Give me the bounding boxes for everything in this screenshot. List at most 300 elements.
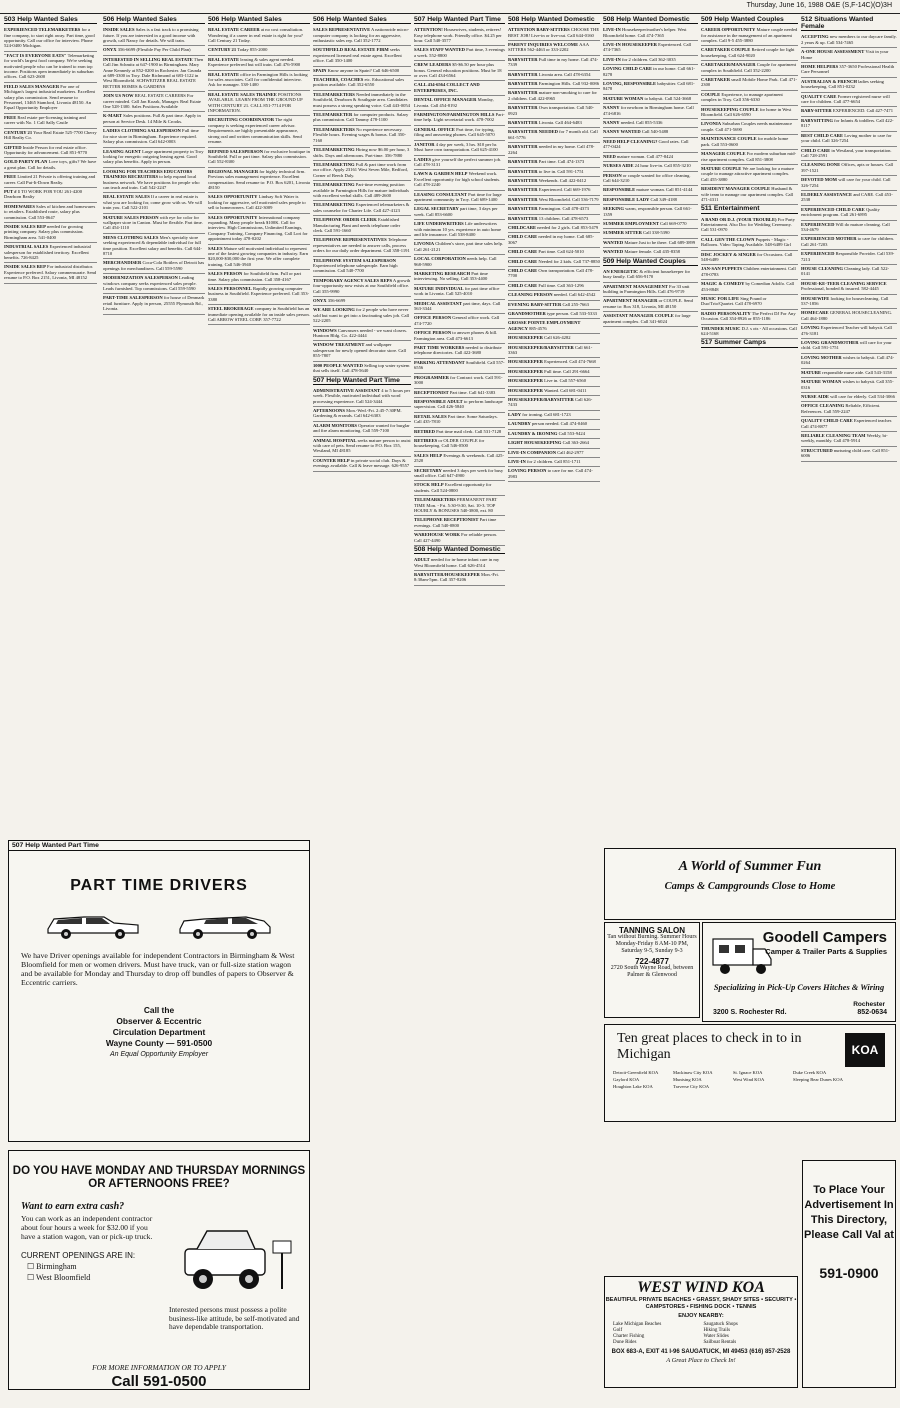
koa-site: Mackinaw City KOA	[673, 1070, 713, 1075]
classified-ad	[414, 240, 505, 255]
koa-sites-list	[611, 1069, 851, 1091]
ad-text: to help expand local business network. We have positions for people who can teach and train. Call 542-2247	[103, 174, 200, 190]
classified-ad	[313, 181, 411, 201]
ad-text: Farmington. Call 478-4373	[538, 206, 589, 212]
ad-lead: LIVE-IN	[603, 56, 621, 62]
classified-ad	[701, 76, 798, 91]
ad-text: seeks experienced licensed real estate agent. Excellent office. Call 350-1400	[313, 47, 402, 64]
classified-ad	[508, 430, 600, 439]
ad-lead: GROSSE POINTE EMPLOYMENT AGENCY	[508, 320, 581, 331]
ad-lead: QUALITY CHILD CARE	[801, 418, 853, 424]
ad-text: Telephone representatives are needed to answer calls, process orders for our daily order department. Call 358-1191	[313, 237, 410, 254]
ad-lead: FREE	[4, 114, 17, 120]
ad-lead: MATURE WOMAN	[603, 95, 644, 101]
ad-text: type person. Call 533-5333	[546, 311, 597, 317]
ad-lead: HOUSEWIFE	[801, 295, 830, 301]
classified-ad	[508, 358, 600, 367]
classified-ad	[801, 402, 897, 417]
classified-ad	[508, 143, 600, 158]
classified-ad	[508, 233, 600, 248]
ad-text: part time, days. Call 563-3344	[414, 300, 501, 312]
koa-site: Sleeping Bear Dunes KOA	[793, 1077, 843, 1083]
ad-lead: A-ONE HOUSE ASSESSMENT	[801, 49, 865, 55]
classified-ad	[4, 263, 97, 283]
ad-text: will care for your child. Call 591-1751	[801, 340, 892, 351]
classified-ad	[508, 344, 600, 359]
classified-ad	[208, 56, 310, 71]
section-header: 508 Help Wanted Domestic	[414, 546, 505, 554]
ad-text: Love toys, gifts? We have a great plan. Call for details.	[4, 159, 97, 170]
classified-ad	[801, 447, 897, 462]
ad-lead: MAINTENANCE COUPLE	[701, 136, 757, 142]
classified-ad	[414, 314, 505, 329]
classified-ad	[508, 71, 600, 80]
section-header: 507 Help Wanted Part Time	[414, 16, 505, 24]
ad-lead: INTERESTED IN SELLING REAL ESTATE	[103, 56, 193, 62]
ad-text: General office work. Call 474-7720	[414, 315, 500, 326]
classified-ad	[208, 270, 310, 285]
classified-ad	[603, 119, 698, 128]
classified-ad	[801, 191, 897, 206]
ad-text: Established Manufacturing Plant and needs telephone order clerk. Call 591-1660	[313, 217, 401, 233]
ad-text: for newborn in Birmingham home. Call 474-6816	[603, 105, 694, 116]
section-header: 512 Situations Wanted Female	[801, 16, 897, 31]
ad-lead: RELIABLE CLEANING TEAM	[801, 432, 866, 438]
ad-lead: DISC JOCKEY & SINGER	[701, 251, 756, 257]
classified-ad	[103, 26, 205, 46]
ad-text: Coca-Cola Bottlers of Detroit has openings for merchandisers. Call 559-5590	[103, 260, 205, 271]
classified-ad	[603, 186, 698, 195]
ad-lead: LIVE-IN COMPANION	[508, 449, 557, 455]
monthu-openings-label: CURRENT OPENINGS ARE IN:	[21, 1251, 136, 1260]
ad-lead: PARENT INQUIRIES WELCOME	[508, 42, 579, 48]
ad-lead: SUMMER SITTER	[603, 230, 642, 236]
classified-ad	[801, 107, 897, 116]
ad-text: Mon.-Wed.-Fri. 2:45-7:30PM. Gardening & errands. Call 642-6303	[313, 407, 402, 419]
ad-text: Reliable, Efficient. References. Call 559-2247	[801, 403, 881, 414]
ad-lead: PROGRAMMER	[414, 374, 449, 380]
ad-text: Part time interviewing. No selling. Call 353-4400	[414, 271, 488, 282]
classified-ad	[603, 312, 698, 327]
section-header: 506 Help Wanted Sales	[103, 16, 205, 24]
drivers-call-line: Circulation Department	[112, 1027, 206, 1038]
classified-ad	[414, 359, 505, 374]
classified-ad	[508, 334, 600, 343]
ad-text: mature woman. Call 851-4144	[636, 187, 693, 193]
classified-ad	[103, 168, 205, 194]
classified-ad	[508, 282, 600, 291]
ad-lead: EXPERIENCED MOTHER	[801, 236, 857, 242]
ad-text: Call 462-2977	[557, 449, 584, 455]
classified-ad	[414, 220, 505, 240]
ad-lead: NANNY	[603, 120, 620, 126]
ad-lead: BABYSITTER	[508, 215, 538, 221]
classified-ad	[414, 571, 505, 586]
classified-ad	[508, 310, 600, 319]
ad-text: Part time mail clerk. Call 531-7128	[436, 428, 502, 434]
section-header: 506 Help Wanted Sales	[313, 16, 411, 24]
ad-lead: LOVING CHILD CARE	[603, 66, 653, 72]
car-illustrations	[27, 907, 291, 939]
westwind-item: Dune Rides	[613, 1340, 637, 1346]
ad-text: Experienced. Call 474-7365	[603, 42, 692, 53]
ad-text: Full time. Call 363-1296	[538, 282, 584, 288]
ad-lead: OFFICE PERSON	[414, 330, 452, 336]
ad-text: 13 children. Call 478-6573	[538, 215, 589, 221]
classified-ad	[508, 158, 600, 167]
classified-ad	[414, 285, 505, 300]
ad-lead: CHILD CARE	[801, 147, 831, 153]
ad-text: Experienced. Call 669-1976	[538, 187, 591, 193]
classified-ad	[508, 56, 600, 71]
ad-text: Suburban Couples needs maintenance couple. Call 471-5690	[701, 121, 793, 132]
section-header: 508 Help Wanted Domestic	[508, 16, 600, 24]
ad-lead: SALES	[208, 245, 223, 251]
ad-lead: LOVING GRANDMOTHER	[801, 340, 859, 346]
ad-lead: BABYSITTER	[508, 206, 538, 212]
ad-lead: INDUSTRIAL SALES	[4, 244, 49, 250]
classified-ad	[701, 165, 798, 185]
classified-ad	[508, 258, 600, 267]
ad-text: to live in. Call 591-1751	[538, 168, 584, 174]
ad-text: Excellent opportunity for students. Call 524-0800	[414, 482, 492, 493]
ad-lead: RESIDENT MANAGER COUPLE	[701, 186, 771, 192]
ad-text: $5-$6.50 per hour plus bonus. General education positions. Must be 18 or over. Call 434-6564	[414, 62, 502, 79]
ad-text: Call 553-9424	[558, 430, 586, 436]
ad-lead: HOUSEKEEPER	[508, 387, 543, 393]
ad-text: Call 626-7433	[508, 397, 593, 408]
ad-text: 4 to 5 hours per week. Flexible, motivated individual with word processing experience. Call 524-3444	[313, 387, 411, 404]
classified-ad	[603, 172, 698, 187]
option-west-bloomfield: ☐ West Bloomfield	[27, 1273, 91, 1282]
ad-lead: COUNTER HELP	[313, 457, 350, 463]
ad-lead: AFTERNOONS	[313, 407, 345, 413]
ad-lead: REAL ESTATE	[208, 56, 240, 62]
classified-ad	[4, 144, 97, 159]
classified-ad	[508, 41, 600, 56]
ad-lead: ALARM MONITORS	[313, 422, 357, 428]
ad-text: will care for elderly. Call 534-3066	[830, 393, 895, 399]
ad-lead: LIFE UNDERWRITERS	[414, 221, 464, 227]
drivers-body: We have Driver openings available for independent Contractors in Birmingham & West Bloomfield for men or women drivers. Must have truck, van or full-size station wagon and be available for Monday and Thursday to drop off bundles of papers to Observer & Eccentric carriers.	[21, 951, 295, 988]
classified-ad	[603, 65, 698, 80]
section-header: 509 Help Wanted Couples	[603, 258, 698, 266]
classified-ad	[208, 71, 310, 91]
ad-lead: HOUSEKEEPER/BABYSITTER	[508, 397, 574, 403]
ad-text: mature woman. Call 477-8424	[616, 153, 674, 159]
classified-ad	[801, 147, 897, 162]
ad-text: Limited 21 Private is offering training and career. Call Put-It-Down Realty.	[4, 174, 96, 185]
section-header: 517 Summer Camps	[701, 339, 798, 347]
classified-ad	[508, 104, 600, 119]
west-wind-koa-ad	[604, 1276, 798, 1388]
classified-ad	[701, 61, 798, 76]
ad-lead: ADULT	[414, 557, 430, 563]
ad-lead: SEEKING	[603, 206, 624, 212]
ad-lead: CALL GEN THE CLOWN	[701, 236, 755, 242]
ad-text: wishes to babysit. Call 474-0264	[801, 354, 895, 366]
classified-ad	[508, 89, 600, 104]
section-header: 511 Entertainment	[701, 205, 798, 213]
ad-lead: CHILDCARE	[508, 224, 537, 230]
ad-text: or OLDER COUPLE for housekeeping. Call 546-0500	[414, 437, 485, 449]
place-ad-text: To Place Your Advertisement In This Directory, Please Call Val at	[804, 1184, 894, 1241]
classified-ad	[801, 206, 897, 221]
ad-text: Call 255-7663	[562, 301, 589, 307]
classified-ad	[701, 265, 798, 280]
ad-lead: AN ENERGETIC	[603, 268, 639, 274]
column-domestic-1	[508, 16, 600, 1406]
classified-ad	[603, 268, 698, 283]
ad-text: in Westland, your transportation. Call 728-2591	[801, 147, 892, 158]
ad-text: Inside Person for real estate office. Opportunity for advancement. Call 851-9770	[4, 144, 88, 155]
monthu-info: FOR MORE INFORMATION OR TO APPLY	[92, 1363, 226, 1372]
classified-ad	[508, 205, 600, 214]
ad-text: to care for children. Call 261-7203	[801, 236, 894, 247]
ad-text: Weekends. Call 422-0412	[538, 177, 587, 183]
ad-lead: TEACHERS, COACHES	[313, 77, 364, 83]
ad-lead: TELEMARKETERS	[313, 91, 355, 97]
classified-ad	[603, 196, 698, 205]
classified-ad	[313, 201, 411, 216]
ad-text: Telemarketing for world's largest food company. We're seeking motivated people who can be trained to earn top income. Positions open immediately in suburban offices. Call 623-2600	[4, 52, 95, 80]
classified-ad	[414, 255, 505, 270]
ad-lead: EXPERIENCED TELEMARKETERS	[4, 27, 81, 33]
ad-text: Life underwriters with minimum 10 yrs. experience in auto home and life insurance. Call 538-8400	[414, 221, 502, 237]
ad-lead: TELEMARKETER	[313, 112, 353, 118]
classified-ad	[414, 389, 505, 398]
ad-lead: BABYSITTER	[508, 81, 538, 87]
ad-text: For industrial distributor. Experience preferred. Salary commensurate. Send resume to P.O. Box 2151, Livonia, MI 48152	[4, 264, 97, 281]
classified-ad	[801, 295, 897, 310]
ad-lead: MATURE	[801, 369, 822, 375]
classified-ad	[603, 239, 698, 248]
ad-text: for part time office work in Livonia. Call 525-4010	[414, 285, 500, 297]
classified-ad	[603, 95, 698, 104]
ad-lead: HOUSEKEEPING COUPLE	[701, 106, 759, 112]
summer-line-2: Camps & Campgrounds Close to Home	[664, 881, 836, 892]
ad-lead: LIVE-IN	[508, 458, 526, 464]
classified-ad	[313, 91, 411, 111]
ad-text: needed for growing printing company. Salary plus commission. Birmingham area. 541-0400	[4, 223, 84, 240]
classified-ad	[801, 63, 897, 78]
ad-text: Call 349-4188	[650, 196, 677, 202]
ad-text: in our home. Call 661-8278	[603, 66, 695, 77]
classified-ad	[103, 56, 205, 92]
ad-lead: CENTURY 21	[4, 129, 33, 135]
koa-title: Ten great places to check in to in Michigan	[617, 1031, 802, 1062]
ad-lead: REGIONAL MANAGER	[208, 168, 259, 174]
ad-text: Experienced teacher. Call 474-8877	[801, 418, 893, 429]
classified-ad	[103, 294, 205, 314]
goodell-campers-ad	[702, 922, 896, 1022]
ad-text: Know anyone in Spain? Call 646-6500	[327, 67, 400, 73]
ad-lead: LADIES CLOTHING SALESPERSON	[103, 128, 181, 134]
classified-ad	[103, 148, 205, 168]
ad-text: wishes to babysit. Call 355-0316	[801, 379, 894, 390]
classified-ad	[603, 297, 698, 312]
koa-site: St. Ignace KOA	[733, 1070, 763, 1075]
ad-lead: REAL ESTATE SALES	[103, 194, 150, 200]
masthead	[0, 0, 900, 14]
westwind-list	[613, 1322, 789, 1346]
ad-text: Retired couple for light housekeeping. Call 624-9020	[701, 47, 795, 58]
classified-ad	[508, 248, 600, 257]
classified-ad	[701, 325, 798, 340]
ad-text: A growth four-opportunity now exists at our Southfield office. Call 355-9990	[313, 277, 411, 294]
ad-text: Quality enrichment program. Call 261-6895	[801, 206, 880, 218]
ad-lead: LOOKING FOR TEACHERS EDUCATORS TRAINERS RECRUITERS	[103, 168, 193, 180]
ad-lead: PART TIME WORKERS	[414, 345, 465, 351]
place-ad-phone: 591-0900	[819, 1265, 879, 1281]
ad-lead: PERSON	[603, 172, 622, 178]
ad-text: REAL ESTATE CAREERS For career minded. Call Jan Kozak, Manager. Real Estate One 528-1300. Sales Positions Available	[103, 93, 201, 110]
classified-ad	[313, 457, 411, 472]
classified-ad	[313, 387, 411, 407]
ad-text: Full time for nice store in Birmingham. Experience required. Salary plus commission. Call 642-0003	[103, 128, 199, 145]
ad-text: Call 661-3363	[508, 344, 593, 356]
westwind-item: Hiking Trails	[703, 1328, 731, 1334]
ad-lead: BABYSITTER	[508, 187, 538, 193]
ad-lead: CREW LEADERS	[414, 62, 452, 68]
ad-text: Part-time evening position available in Farmington Hills for mature individuals with excellent verbal skills. Call 489-2600	[313, 182, 409, 198]
ad-text: Sales of kitchen and homewares to retailers. Established route, salary plus commission. Call 553-0647	[4, 203, 96, 220]
classified-ad	[801, 161, 897, 176]
ad-text: Housewives, students, retirees! Easy telephone work. Friendly office. $4.25 per hour. Call 540-3577	[414, 27, 502, 44]
ad-lead: CARETAKER/MANAGER	[701, 62, 756, 68]
tanning-phone: 722-4877	[635, 957, 669, 966]
ad-text: person needed. Call 474-0460	[531, 421, 588, 427]
classified-ad	[508, 267, 600, 282]
classified-ad	[801, 393, 897, 402]
ad-text: warm, responsible person. Call 661-1359	[603, 206, 692, 217]
ad-lead: HOME HELPERS	[801, 64, 839, 70]
ad-lead: LIVONIA	[701, 121, 722, 127]
classified-ad	[208, 148, 310, 168]
ad-text: Mon.-Fri. 8:30am-5pm. Call 357-8206	[414, 572, 499, 583]
classified-ad	[313, 111, 411, 126]
classified-ad	[508, 387, 600, 396]
koa-site: Traverse City KOA	[673, 1084, 710, 1090]
drivers-call-block	[9, 1005, 309, 1060]
ad-text: part time, 3 days per week. Call 853-6600	[414, 206, 498, 217]
ad-lead: ATTENTION!	[414, 27, 443, 33]
ad-lead: HOUSE-KE-TEER CLEANING SERVICE	[801, 280, 887, 286]
ad-lead: BABYSITTER	[508, 56, 538, 62]
ad-text: Own transportation. Call 478-7700	[508, 267, 594, 279]
ad-text: Weekend work. Excellent opportunity for high school students. Call 478-2240	[414, 171, 501, 188]
ad-lead: MODERNIZATION SALESPERSON	[103, 275, 178, 281]
classified-ad	[801, 339, 897, 354]
classified-ad	[313, 26, 411, 46]
ad-lead: SECRETARY	[414, 467, 442, 473]
ad-lead: RESPONSIBLE	[603, 187, 636, 193]
ad-text: Sales is a fast track to a promising future. If you are interested in a good income with growth, call Nancy for details. We will train.	[103, 27, 199, 44]
ad-lead: LIGHT HOUSEKEEPING	[508, 440, 562, 446]
drivers-call-line: Observer & Eccentric	[116, 1016, 202, 1027]
ad-lead: CARETAKER	[701, 77, 731, 83]
classified-ad	[701, 295, 798, 310]
koa-site: Houghton Lake KOA	[613, 1084, 653, 1090]
ad-lead: LIVE-IN HOUSEKEEPER	[603, 42, 657, 48]
ad-lead: RECRUITING COORDINATOR	[208, 117, 275, 123]
classified-ad	[801, 354, 897, 369]
classified-ad	[603, 56, 698, 65]
ad-text: Experienced industrial salesperson for established territory. Excellent benefits. 726-8425	[4, 244, 91, 261]
ad-text: for 2 children. Call 851-1711	[527, 458, 581, 464]
ad-text: Rapidly growing computer business in Southfield. Experience preferred. Call 353-3380	[208, 286, 310, 302]
summer-line-1: A World of Summer Fun	[678, 859, 822, 874]
ad-text: for ironing. Call 681-1723	[522, 411, 571, 417]
classified-ad	[414, 496, 505, 516]
classified-ad	[4, 129, 97, 144]
ad-lead: ANIMAL HOSPITAL	[313, 437, 357, 443]
classified-ad	[208, 91, 310, 117]
ad-text: 356-6699 (Flexible Pay Per Child Plan)	[117, 47, 191, 53]
classified-ad	[103, 127, 205, 147]
ad-lead: "FACT IS EVERYONE EATS"	[4, 52, 67, 58]
drivers-eoe: An Equal Opportunity Employer	[109, 1051, 209, 1059]
classified-ad	[414, 111, 505, 126]
classified-ad	[4, 203, 97, 223]
ad-lead: LADY	[508, 411, 522, 417]
classified-ad	[313, 306, 411, 326]
ad-text: Livonia area. Call 478-6354	[538, 71, 591, 77]
ad-text: for Occasions. Call 548-6489	[701, 251, 793, 262]
classified-ad	[414, 141, 505, 156]
classified-ad	[414, 300, 505, 315]
ad-lead: MATURE WOMAN	[801, 379, 842, 385]
classified-ad	[508, 458, 600, 467]
classified-ad	[313, 341, 411, 361]
ad-lead: CHILD CARE	[508, 234, 538, 240]
ad-lead: HOUSEKEEPER	[508, 359, 543, 365]
tanning-address: 2720 South Wayne Road, between Palmer & Glenwood	[610, 965, 694, 978]
ad-text: for large apartment complex. Call 341-6024	[603, 313, 691, 324]
ad-lead: FIELD SALES MANAGER	[4, 83, 60, 89]
ad-lead: TELEPHONE REPRESENTATIVES	[313, 237, 387, 243]
classified-ad	[701, 150, 798, 165]
ad-text: to care for me. Call 474-2983	[508, 468, 593, 479]
classified-ad	[603, 128, 698, 137]
classified-ad	[313, 407, 411, 422]
drivers-title: PART TIME DRIVERS	[70, 877, 248, 895]
ad-lead: APARTMENT MANAGEMENT	[603, 283, 668, 289]
westwind-item: Sailboat Rentals	[703, 1340, 737, 1346]
classified-ad	[414, 96, 505, 111]
ad-text: Men's specialty store seeking experienced & dependable individual for full time position. Excellent salary and benefits. Call 644-8710	[103, 234, 202, 257]
ad-text: Good rates. Call 477-0424	[603, 138, 689, 150]
ad-text: needed. Call 855-5336	[620, 120, 663, 126]
westwind-item: Golf	[613, 1328, 623, 1334]
classified-ad	[414, 531, 505, 546]
ad-text: Canvassers needed - we want closers. Huntoon Bldg. Co. 422-4444	[313, 327, 408, 339]
ad-lead: ONYX	[313, 298, 327, 304]
classified-ad	[508, 26, 600, 41]
classified-ad	[801, 324, 897, 339]
classified-ad	[208, 116, 310, 147]
classified-ad	[414, 81, 505, 96]
ad-text: CHOOSE THE BEST JOB! Live-in or live-out. Call 644-0160	[508, 27, 600, 38]
ad-lead: ACCEPTING	[801, 34, 829, 40]
ad-text: for 7 month old. Call 661-5776	[508, 129, 598, 140]
classified-ad	[701, 46, 798, 61]
classified-ad	[801, 280, 897, 295]
goodell-phone: 852-0634	[857, 1009, 887, 1016]
ad-text: Loving mother to care for your child. Call 326-7254	[801, 132, 892, 144]
column-couples	[701, 16, 798, 846]
classified-ad	[508, 420, 600, 429]
